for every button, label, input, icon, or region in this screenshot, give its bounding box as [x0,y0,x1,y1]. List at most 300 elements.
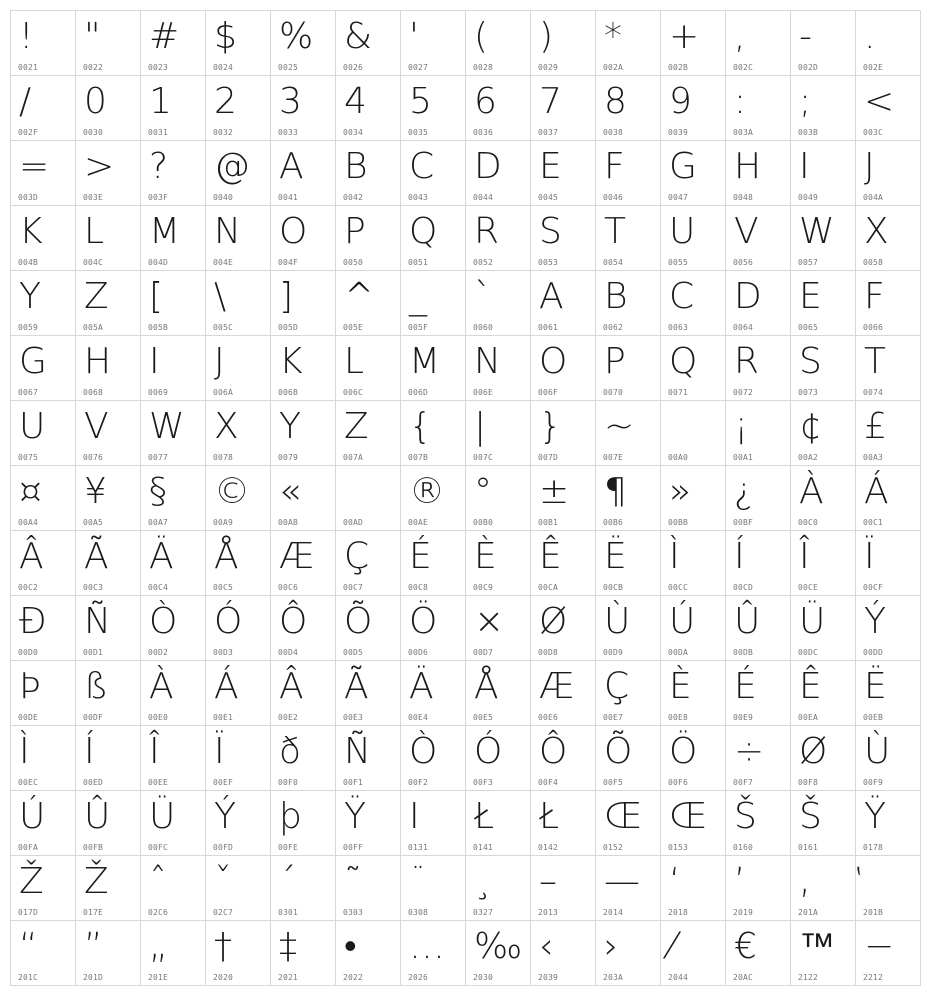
glyph-char: … [409,926,445,967]
glyph-cell [11,661,76,726]
glyph-codepoint: 00E2 [278,713,299,722]
glyph-cell [466,401,531,466]
glyph-codepoint: 0075 [18,453,39,462]
glyph-char: › [604,926,619,967]
glyph-char: X [864,211,889,252]
glyph-char: ⁄ [669,926,676,967]
glyph-char: V [84,406,109,447]
glyph-char: Š [799,796,822,837]
glyph-codepoint: 00D7 [473,648,494,657]
glyph-cell [401,596,466,661]
glyph-cell [271,401,336,466]
glyph-char: 0 [84,81,107,122]
glyph-char: X [214,406,239,447]
glyph-cell [856,596,921,661]
glyph-codepoint: 006C [343,388,364,397]
glyph-char: K [279,341,303,382]
glyph-char: H [734,146,762,187]
glyph-char: Ÿ [344,796,366,837]
glyph-char: [ [149,276,164,317]
glyph-codepoint: 003A [733,128,754,137]
glyph-codepoint: 00A9 [213,518,234,527]
glyph-cell [596,596,661,661]
glyph-cell [726,921,791,986]
glyph-cell [141,206,206,271]
glyph-codepoint: 201D [83,973,104,982]
glyph-char: Û [84,796,111,837]
glyph-codepoint: 00A0 [668,453,689,462]
glyph-char: ¸ [474,861,492,902]
glyph-cell [661,336,726,401]
glyph-char: Ù [604,601,631,642]
glyph-char: Ñ [344,731,371,772]
glyph-codepoint: 00C2 [18,583,39,592]
glyph-codepoint: 00FF [343,843,364,852]
glyph-codepoint: 02C6 [148,908,169,917]
glyph-char: = [19,146,50,187]
glyph-codepoint: 0069 [148,388,169,397]
glyph-char: Ò [149,601,178,642]
glyph-cell [206,726,271,791]
glyph-char: ± [539,471,570,512]
glyph-cell [856,141,921,206]
glyph-codepoint: 0131 [408,843,429,852]
glyph-codepoint: 0047 [668,193,689,202]
glyph-cell [76,401,141,466]
glyph-char: P [344,211,366,252]
glyph-codepoint: 201B [863,908,884,917]
glyph-codepoint: 0054 [603,258,624,267]
glyph-cell [661,726,726,791]
glyph-codepoint: 00F6 [668,778,689,787]
glyph-cell [336,726,401,791]
glyph-codepoint: 0301 [278,908,299,917]
glyph-char: S [799,341,822,382]
glyph-codepoint: 2019 [733,908,754,917]
glyph-codepoint: 00AB [278,518,299,527]
glyph-cell [531,466,596,531]
glyph-cell [596,76,661,141]
glyph-char: 3 [279,81,302,122]
glyph-char: ` [474,276,492,317]
glyph-cell [466,661,531,726]
glyph-char: Z [84,276,109,317]
glyph-char: Ä [149,536,174,577]
glyph-codepoint: 2039 [538,973,559,982]
glyph-cell [466,206,531,271]
glyph-cell [76,206,141,271]
glyph-char: Ò [409,731,438,772]
glyph-codepoint: 00C9 [473,583,494,592]
glyph-char: ˆ [149,861,167,902]
glyph-codepoint: 2044 [668,973,689,982]
glyph-codepoint: 00CF [863,583,884,592]
glyph-char: Y [279,406,301,447]
glyph-cell [141,856,206,921]
glyph-codepoint: 00C0 [798,518,819,527]
glyph-cell [141,726,206,791]
glyph-codepoint: 005B [148,323,169,332]
glyph-char: ] [279,276,294,317]
glyph-char: I [799,146,810,187]
glyph-codepoint: 004C [83,258,104,267]
glyph-char: Ô [279,601,308,642]
glyph-char: D [734,276,762,317]
glyph-cell [206,791,271,856]
glyph-codepoint: 0023 [148,63,169,72]
glyph-codepoint: 00C4 [148,583,169,592]
glyph-char: Ä [409,666,434,707]
glyph-codepoint: 00E0 [148,713,169,722]
glyph-codepoint: 00E9 [733,713,754,722]
glyph-char: Õ [604,731,633,772]
glyph-cell [206,531,271,596]
glyph-cell [11,726,76,791]
glyph-codepoint: 002D [798,63,819,72]
glyph-char: - [799,16,812,57]
glyph-char: Ï [864,536,875,577]
glyph-cell [336,336,401,401]
glyph-char: F [604,146,625,187]
glyph-char: I [409,796,420,837]
glyph-cell [271,661,336,726]
glyph-codepoint: 00C1 [863,518,884,527]
glyph-cell [401,466,466,531]
glyph-cell [596,726,661,791]
glyph-cell [466,856,531,921]
glyph-char: G [19,341,47,382]
glyph-char: Á [214,666,239,707]
glyph-char: G [669,146,697,187]
glyph-char: ‡ [279,926,297,967]
glyph-cell [206,336,271,401]
glyph-codepoint: 00A1 [733,453,754,462]
glyph-cell [141,76,206,141]
glyph-codepoint: 003F [148,193,169,202]
glyph-codepoint: 201C [18,973,39,982]
glyph-codepoint: 0042 [343,193,364,202]
glyph-codepoint: 0063 [668,323,689,332]
glyph-codepoint: 00D1 [83,648,104,657]
glyph-cell [466,336,531,401]
glyph-codepoint: 00D6 [408,648,429,657]
glyph-cell [11,921,76,986]
glyph-cell [76,531,141,596]
glyph-codepoint: 00A7 [148,518,169,527]
glyph-char: Y [19,276,41,317]
glyph-codepoint: 0040 [213,193,234,202]
glyph-codepoint: 0327 [473,908,494,917]
glyph-char: ¿ [734,471,754,512]
glyph-cell [726,271,791,336]
glyph-codepoint: 004B [18,258,39,267]
glyph-cell [531,726,596,791]
glyph-cell [466,271,531,336]
glyph-char: 9 [669,81,692,122]
glyph-codepoint: 007C [473,453,494,462]
glyph-char: Đ [19,601,47,642]
glyph-cell [76,141,141,206]
glyph-cell [791,271,856,336]
glyph-codepoint: 0303 [343,908,364,917]
glyph-codepoint: 00E5 [473,713,494,722]
glyph-cell [141,531,206,596]
glyph-cell [76,661,141,726]
glyph-char: Ú [19,796,46,837]
glyph-cell [726,141,791,206]
glyph-cell [726,661,791,726]
glyph-codepoint: 2013 [538,908,559,917]
glyph-char: ~ [604,406,635,447]
glyph-char: þ [279,796,302,837]
glyph-char: Z [344,406,369,447]
glyph-cell [336,11,401,76]
glyph-char: ; [799,81,812,122]
glyph-codepoint: 00F8 [798,778,819,787]
glyph-codepoint: 0059 [18,323,39,332]
glyph-cell [11,791,76,856]
glyph-cell [76,791,141,856]
glyph-cell [206,206,271,271]
glyph-cell [11,271,76,336]
glyph-cell [661,466,726,531]
glyph-cell [76,76,141,141]
glyph-char: N [214,211,241,252]
glyph-codepoint: 0027 [408,63,429,72]
glyph-char: Ž [19,861,44,902]
glyph-cell [531,271,596,336]
glyph-char: O [279,211,308,252]
glyph-cell [791,791,856,856]
glyph-cell [336,401,401,466]
glyph-codepoint: 00EC [18,778,39,787]
glyph-cell [531,856,596,921]
glyph-cell [596,466,661,531]
glyph-cell [466,921,531,986]
glyph-codepoint: 00B0 [473,518,494,527]
glyph-codepoint: 2022 [343,973,364,982]
glyph-cell [726,206,791,271]
glyph-codepoint: 00A2 [798,453,819,462]
glyph-cell [596,206,661,271]
glyph-codepoint: 00FE [278,843,299,852]
glyph-codepoint: 20AC [733,973,754,982]
glyph-cell [141,596,206,661]
glyph-codepoint: 0046 [603,193,624,202]
glyph-codepoint: 0072 [733,388,754,397]
glyph-char: Ÿ [864,796,886,837]
glyph-cell [76,596,141,661]
glyph-char: “ [19,926,38,967]
glyph-char: Ù [864,731,891,772]
glyph-codepoint: 017D [18,908,39,917]
glyph-char: Ì [669,536,680,577]
glyph-cell [661,596,726,661]
glyph-cell [141,141,206,206]
glyph-char: Ö [669,731,698,772]
glyph-char: Ý [864,601,886,642]
glyph-codepoint: 00E1 [213,713,234,722]
glyph-cell [206,466,271,531]
glyph-cell [661,271,726,336]
glyph-codepoint: 0034 [343,128,364,137]
glyph-cell [206,596,271,661]
glyph-char: ‛ [864,861,876,902]
glyph-cell [271,271,336,336]
glyph-cell [596,271,661,336]
glyph-cell [856,76,921,141]
glyph-char: Ó [474,731,503,772]
glyph-cell [856,466,921,531]
glyph-codepoint: 00D2 [148,648,169,657]
glyph-codepoint: 00BF [733,518,754,527]
glyph-char: J [864,146,875,187]
glyph-cell [596,791,661,856]
glyph-cell [596,401,661,466]
glyph-codepoint: 2026 [408,973,429,982]
glyph-char: ‚ [799,861,811,902]
glyph-char: Ý [214,796,236,837]
glyph-char: Þ [19,666,41,707]
glyph-char: B [604,276,628,317]
glyph-char: . [864,16,876,57]
glyph-codepoint: 00A5 [83,518,104,527]
glyph-codepoint: 0025 [278,63,299,72]
glyph-cell [856,336,921,401]
glyph-char: ¢ [799,406,822,447]
glyph-char: Ñ [84,601,111,642]
glyph-codepoint: 002B [668,63,689,72]
glyph-cell [726,466,791,531]
glyph-char: È [669,666,692,707]
glyph-cell [531,206,596,271]
glyph-cell [401,856,466,921]
glyph-codepoint: 0028 [473,63,494,72]
glyph-codepoint: 017E [83,908,104,917]
glyph-codepoint: 0043 [408,193,429,202]
glyph-cell [336,466,401,531]
glyph-codepoint: 00B6 [603,518,624,527]
glyph-codepoint: 0033 [278,128,299,137]
glyph-char: C [669,276,695,317]
glyph-cell [596,141,661,206]
glyph-char: W [799,211,835,252]
glyph-codepoint: 00F9 [863,778,884,787]
glyph-codepoint: 0068 [83,388,104,397]
glyph-codepoint: 0153 [668,843,689,852]
glyph-codepoint: 00EF [213,778,234,787]
glyph-cell [401,531,466,596]
glyph-char: — [604,861,640,902]
glyph-char: B [344,146,368,187]
glyph-cell [466,531,531,596]
glyph-cell [401,661,466,726]
glyph-cell [531,401,596,466]
glyph-char: E [539,146,562,187]
glyph-cell [141,921,206,986]
glyph-char: 5 [409,81,432,122]
glyph-char: Ü [799,601,826,642]
glyph-codepoint: 0037 [538,128,559,137]
glyph-cell [206,661,271,726]
glyph-codepoint: 0038 [603,128,624,137]
glyph-char: Æ [279,536,315,577]
glyph-cell [336,921,401,986]
glyph-codepoint: 00C7 [343,583,364,592]
glyph-cell [596,921,661,986]
glyph-cell [531,661,596,726]
glyph-cell [791,141,856,206]
glyph-char: „ [149,926,168,967]
glyph-codepoint: 00F7 [733,778,754,787]
glyph-codepoint: 002C [733,63,754,72]
glyph-cell [661,206,726,271]
glyph-codepoint: 00E4 [408,713,429,722]
glyph-cell [596,11,661,76]
glyph-char: ‘ [669,861,681,902]
glyph-char: ÷ [734,731,765,772]
glyph-cell [466,141,531,206]
glyph-cell [856,726,921,791]
glyph-char: Ë [864,666,887,707]
glyph-char: Ó [214,601,243,642]
glyph-codepoint: 0053 [538,258,559,267]
glyph-cell [661,856,726,921]
glyph-cell [856,791,921,856]
glyph-char: Â [19,536,44,577]
glyph-char: L [84,211,105,252]
glyph-char: ð [279,731,302,772]
glyph-codepoint: 00A4 [18,518,39,527]
glyph-cell [791,11,856,76]
glyph-cell [76,856,141,921]
glyph-char: ( [474,16,489,57]
glyph-char: Á [864,471,889,512]
glyph-cell [141,271,206,336]
glyph-char: F [864,276,885,317]
glyph-char: P [604,341,626,382]
glyph-cell [76,11,141,76]
glyph-cell [531,76,596,141]
glyph-cell [856,11,921,76]
glyph-cell [401,791,466,856]
glyph-codepoint: 00C5 [213,583,234,592]
glyph-codepoint: 201E [148,973,169,982]
glyph-char: # [149,16,180,57]
glyph-cell [661,791,726,856]
glyph-cell [661,401,726,466]
glyph-codepoint: 007B [408,453,429,462]
glyph-cell [856,271,921,336]
glyph-char: Å [474,666,499,707]
glyph-char: ° [474,471,492,512]
glyph-char: « [279,471,302,512]
glyph-cell [531,141,596,206]
glyph-codepoint: 00EA [798,713,819,722]
glyph-codepoint: 0079 [278,453,299,462]
glyph-cell [206,856,271,921]
glyph-cell [76,921,141,986]
glyph-char: H [84,341,112,382]
glyph-char: Î [149,731,160,772]
glyph-char: ? [149,146,169,187]
glyph-char: + [669,16,700,57]
glyph-cell [206,76,271,141]
glyph-cell [336,661,401,726]
glyph-codepoint: 00FA [18,843,39,852]
glyph-codepoint: 0044 [473,193,494,202]
glyph-codepoint: 004E [213,258,234,267]
